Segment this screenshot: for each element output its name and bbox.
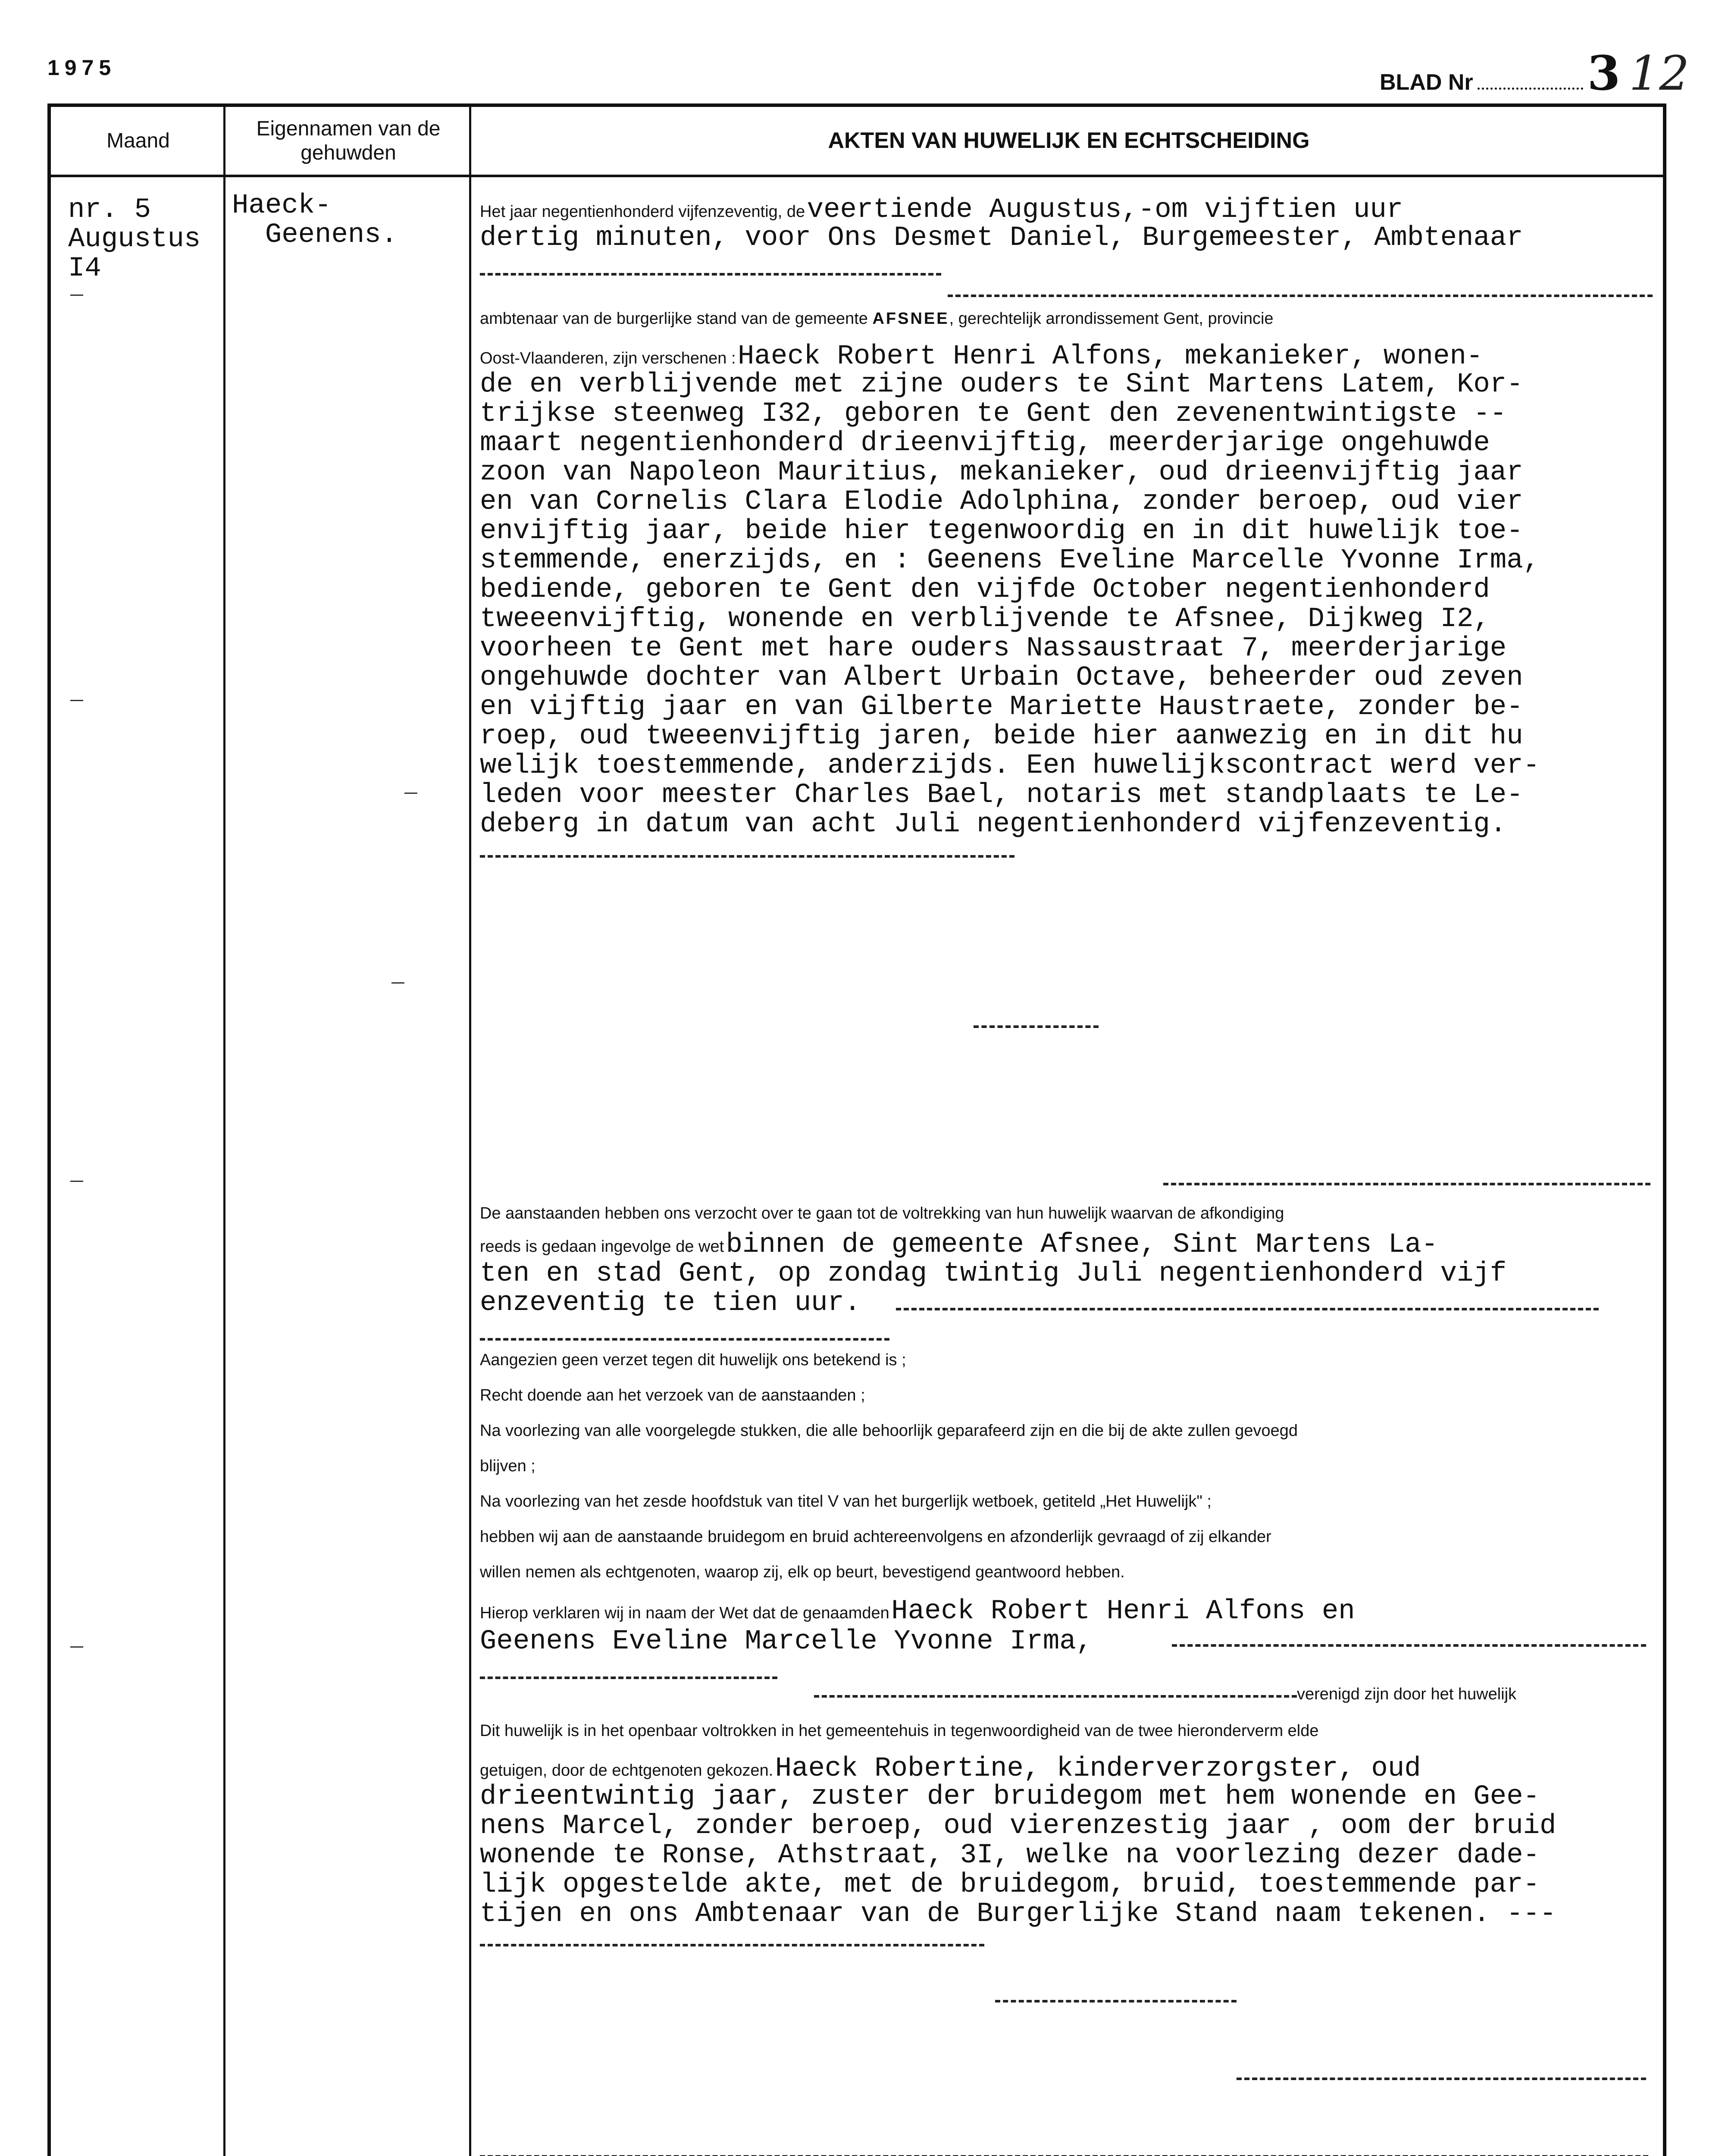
margin-tick: [70, 1646, 83, 1648]
printed-text: Oost-Vlaanderen, zijn verschenen :: [480, 349, 736, 367]
printed-line: hebben wij aan de aanstaande bruidegom en bruid achtereenvolgens en afzonderlijk gevraagd of zij elkander: [480, 1528, 1271, 1546]
register-table: [47, 103, 1666, 2156]
fill-dashes: [814, 1695, 1297, 1698]
typed-line: wonende te Ronse, Athstraat, 3I, welke na voorlezing dezer dade-: [480, 1840, 1540, 1871]
typed-line: stemmende, enerzijds, en : Geenens Eveline Marcelle Yvonne Irma,: [480, 545, 1540, 576]
blad-handwritten-number: 12: [1629, 46, 1690, 101]
printed-line: blijven ;: [480, 1457, 535, 1475]
fill-dashes: [1172, 1644, 1646, 1647]
fill-dashes: [948, 295, 1653, 297]
publication-line: [480, 1230, 1438, 1260]
entry-month-line: Augustus: [68, 224, 201, 255]
typed-line: welijk toestemmende, anderzijds. Een huwelijkscontract werd ver-: [480, 750, 1540, 781]
fill-dashes: [480, 1338, 889, 1341]
typed-text: Haeck Robert Henri Alfons, mekanieker, wonen-: [738, 341, 1483, 372]
printed-line: Recht doende aan het verzoek van de aanstaanden ;: [480, 1386, 865, 1404]
typed-line: en van Cornelis Clara Elodie Adolphina, zonder beroep, oud vier: [480, 486, 1523, 517]
printed-line: [480, 310, 1274, 328]
typed-line: en vijftig jaar en van Gilberte Mariette Haustraete, zonder be-: [480, 692, 1523, 723]
typed-line: envijftig jaar, beide hier tegenwoordig en in dit huwelijk toe-: [480, 516, 1523, 547]
register-year: 1975: [47, 56, 116, 80]
fill-dashes: [480, 1944, 984, 1946]
fill-dashes: [995, 2000, 1237, 2002]
entry-names-line: Haeck-: [232, 190, 332, 221]
typed-line: zoon van Napoleon Mauritius, mekanieker, oud drieenvijftig jaar: [480, 457, 1523, 488]
entry-month: [68, 195, 200, 283]
typed-text: Haeck Robert Henri Alfons en: [891, 1596, 1355, 1627]
entry-names-line: Geenens.: [232, 219, 398, 251]
typed-text: Geenens Eveline Marcelle Yvonne Irma,: [480, 1626, 1093, 1657]
printed-line: Na voorlezing van het zesde hoofdstuk van titel V van het burgerlijk wetboek, getiteld „Het Huwelijk" ;: [480, 1492, 1212, 1510]
printed-line: willen nemen als echtgenoten, waarop zij, elk op beurt, bevestigend geantwoord hebben.: [480, 1563, 1125, 1581]
column-month: [51, 107, 225, 2156]
printed-text: Hierop verklaren wij in naam der Wet dat de genaamden: [480, 1604, 889, 1622]
typed-text: Haeck Robertine, kinderverzorgster, oud: [775, 1753, 1421, 1784]
typed-line: drieentwintig jaar, zuster der bruidegom met hem wonende en Gee-: [480, 1781, 1540, 1812]
municipality-name: AFSNEE: [872, 310, 949, 328]
printed-text: getuigen, door de echtgenoten gekozen.: [480, 1761, 773, 1780]
printed-line: De aanstaanden hebben ons verzocht over te gaan tot de voltrekking van hun huwelijk waarvan de afkondiging: [480, 1204, 1284, 1222]
typed-line: ongehuwde dochter van Albert Urbain Octave, beheerder oud zeven: [480, 662, 1523, 693]
fill-dashes: [1237, 2078, 1646, 2080]
margin-tick: [70, 1181, 83, 1182]
page-number-label: [1380, 45, 1689, 101]
blad-number: 3: [1587, 45, 1621, 101]
header-title: AKTEN VAN HUWELIJK EN ECHTSCHEIDING: [828, 128, 1310, 153]
printed-line: Aangezien geen verzet tegen dit huwelijk ons betekend is ;: [480, 1351, 906, 1369]
typed-line: ten en stad Gent, op zondag twintig Juli negentienhonderd vijf: [480, 1258, 1507, 1289]
fill-dashes: [974, 1025, 1099, 1028]
printed-text: verenigd zijn door het huwelijk: [1297, 1685, 1517, 1703]
entry-month-line: I4: [68, 253, 101, 284]
typed-line: lijk opgestelde akte, met de bruidegom, bruid, toestemmende par-: [480, 1869, 1540, 1900]
entry-names: [232, 191, 398, 250]
typed-line: maart negentienhonderd drieenvijftig, meerderjarige ongehuwde: [480, 428, 1490, 459]
printed-line: Dit huwelijk is in het openbaar voltrokken in het gemeentehuis in tegenwoordigheid van de twee hieronderverm elde: [480, 1722, 1319, 1740]
printed-text: reeds is gedaan ingevolge de wet: [480, 1238, 724, 1256]
fill-dashes: [480, 273, 941, 276]
fill-dashes: [480, 855, 1014, 858]
entry-month-line: nr. 5: [68, 194, 151, 226]
header-month: Maand: [106, 129, 170, 152]
act-opening: [480, 195, 1403, 225]
typed-text: dertig minuten, voor Ons Desmet Daniel, Burgemeester, Ambtenaar: [480, 222, 1523, 254]
header-divider: [51, 175, 1663, 177]
typed-line: enzeventig te tien uur.: [480, 1288, 861, 1319]
fill-dashes: [480, 1677, 777, 1679]
margin-tick: [391, 982, 404, 984]
typed-line: voorheen te Gent met hare ouders Nassaustraat 7, meerderjarige: [480, 633, 1507, 664]
typed-line: de en verblijvende met zijne ouders te Sint Martens Latem, Kor-: [480, 369, 1523, 400]
printed-block: [480, 1351, 1298, 1598]
appearance-line: [480, 342, 1483, 371]
typed-text: veertiende Augustus,-om vijftien uur: [807, 194, 1403, 226]
typed-block: [480, 1782, 1556, 1929]
typed-line: trijkse steenweg I32, geboren te Gent den zevenentwintigste --: [480, 398, 1507, 429]
typed-block: [480, 370, 1540, 839]
printed-text: ambtenaar van de burgerlijke stand van de gemeente: [480, 310, 868, 328]
printed-text: Het jaar negentienhonderd vijfenzeventig, de: [480, 203, 805, 221]
typed-line: leden voor meester Charles Bael, notaris met standplaats te Le-: [480, 780, 1523, 811]
declaration-line: [480, 1597, 1355, 1626]
typed-line: deberg in datum van acht Juli negentienhonderd vijfenzeventig.: [480, 809, 1507, 840]
column-names: [225, 107, 471, 2156]
fill-dashes: [896, 1308, 1599, 1310]
margin-tick: [70, 700, 83, 701]
printed-line: Na voorlezing van alle voorgelegde stukken, die alle behoorlijk geparafeerd zijn en die bij de akte zullen gevoegd: [480, 1422, 1298, 1440]
typed-text: binnen de gemeente Afsnee, Sint Martens La-: [726, 1229, 1438, 1260]
witness-line: [480, 1754, 1421, 1783]
margin-tick: [404, 793, 417, 794]
typed-line: nens Marcel, zonder beroep, oud vierenzestig jaar , oom der bruid: [480, 1811, 1556, 1842]
typed-line: roep, oud tweeenvijftig jaren, beide hier aanwezig en in dit hu: [480, 721, 1523, 752]
header-names: Eigennamen van de gehuwden: [256, 117, 441, 164]
typed-line: bediende, geboren te Gent den vijfde October negentienhonderd: [480, 574, 1490, 605]
typed-line: tijen en ons Ambtenaar van de Burgerlijke Stand naam tekenen. ---: [480, 1899, 1556, 1930]
typed-line: tweeenvijftig, wonende en verblijvende te Afsnee, Dijkweg I2,: [480, 604, 1490, 635]
margin-tick: [70, 295, 83, 296]
blad-label: BLAD Nr: [1380, 70, 1473, 95]
fill-dashes: [1163, 1183, 1650, 1185]
printed-text: , gerechtelijk arrondissement Gent, provincie: [949, 310, 1274, 328]
blad-dotted-line: [1478, 88, 1583, 90]
